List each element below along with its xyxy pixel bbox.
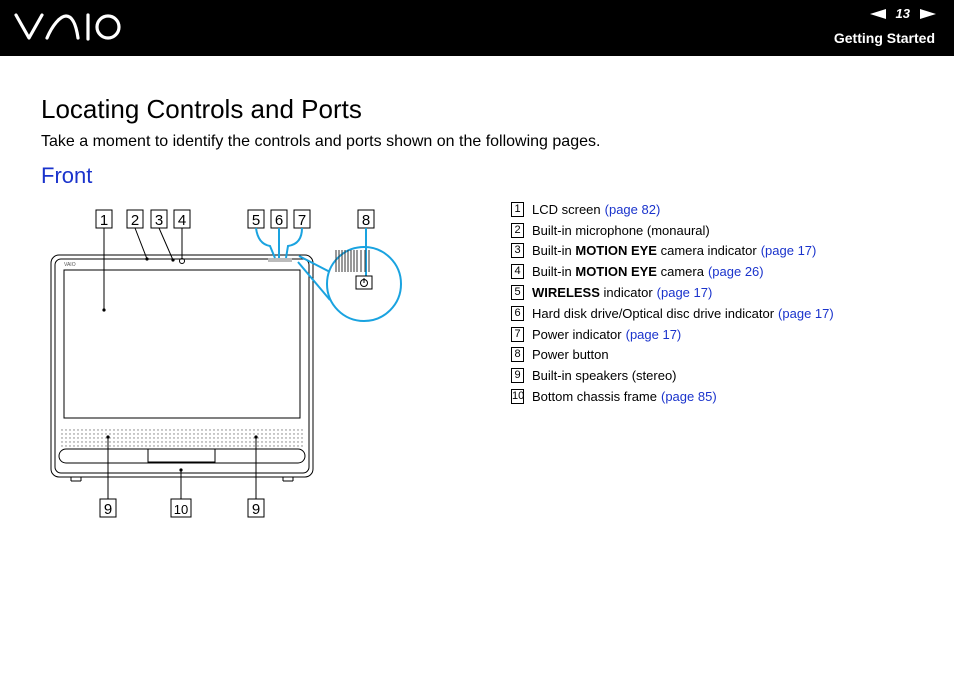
list-item xyxy=(511,324,834,345)
svg-text:10: 10 xyxy=(173,502,189,517)
page-title: Locating Controls and Ports xyxy=(41,94,362,124)
item-text: Power button xyxy=(532,347,609,363)
svg-text:7: 7 xyxy=(297,212,307,229)
list-item xyxy=(511,365,834,386)
callout-10 xyxy=(171,499,191,517)
svg-text:6: 6 xyxy=(274,212,284,229)
page-link[interactable]: (page 85) xyxy=(661,389,717,405)
callout-9-right xyxy=(248,499,264,518)
item-number-box: 6 xyxy=(511,306,524,321)
svg-text:8: 8 xyxy=(361,212,371,229)
item-number-box: 8 xyxy=(511,347,524,362)
list-item xyxy=(511,220,834,241)
page-link[interactable]: (page 82) xyxy=(604,201,661,217)
callout-9-left xyxy=(100,499,116,518)
item-text: Bottom chassis frame xyxy=(532,389,657,405)
item-bold-text: MOTION EYE xyxy=(575,243,657,259)
callout-2 xyxy=(127,210,143,229)
page-link[interactable]: (page 17) xyxy=(656,285,713,301)
svg-text:9: 9 xyxy=(103,501,113,518)
list-item xyxy=(511,199,834,220)
svg-text:5: 5 xyxy=(251,212,261,229)
svg-text:2: 2 xyxy=(130,212,140,229)
item-text: Built-in xyxy=(532,243,576,259)
item-text: Built-in xyxy=(532,264,576,280)
list-item xyxy=(511,303,834,324)
svg-text:VAIO: VAIO xyxy=(64,262,76,268)
item-text: Built-in microphone (monaural) xyxy=(532,222,710,238)
item-text: Hard disk drive/Optical disc drive indicator xyxy=(532,305,775,321)
intro-text: Take a moment to identify the controls and ports shown on the following pages. xyxy=(41,133,601,150)
item-text: LCD screen xyxy=(532,201,601,217)
item-number-box: 10 xyxy=(512,390,525,403)
list-item xyxy=(511,386,834,407)
item-number-box: 1 xyxy=(511,202,524,217)
item-number-box: 7 xyxy=(511,327,524,342)
callout-1 xyxy=(96,210,112,229)
item-number-box: 5 xyxy=(511,285,524,300)
callout-5 xyxy=(248,210,264,229)
page-link[interactable]: (page 17) xyxy=(760,243,817,259)
page-number: 13 xyxy=(895,6,910,21)
callout-8 xyxy=(358,210,374,229)
computer-front xyxy=(51,255,313,481)
section-name: Getting Started xyxy=(833,30,935,46)
list-item xyxy=(511,282,834,303)
item-number-box: 4 xyxy=(511,264,524,279)
item-text-suffix: camera xyxy=(656,264,704,280)
item-bold-text: WIRELESS xyxy=(532,285,600,301)
list-item xyxy=(511,345,834,366)
list-item xyxy=(511,261,834,282)
item-number-box: 3 xyxy=(511,243,524,258)
callout-3 xyxy=(151,210,167,229)
callout-7 xyxy=(294,210,310,229)
svg-text:3: 3 xyxy=(154,212,164,229)
svg-text:9: 9 xyxy=(251,501,261,518)
component-list xyxy=(511,199,834,407)
list-item xyxy=(511,241,834,262)
svg-text:4: 4 xyxy=(177,212,187,229)
item-bold-text: MOTION EYE xyxy=(575,264,657,280)
svg-text:1: 1 xyxy=(99,212,109,229)
item-text: Built-in speakers (stereo) xyxy=(532,368,677,384)
section-subtitle: Front xyxy=(41,163,93,188)
page-link[interactable]: (page 17) xyxy=(778,305,834,321)
item-number-box: 9 xyxy=(511,368,524,383)
page-link[interactable]: (page 26) xyxy=(707,264,764,280)
callout-6 xyxy=(271,210,287,229)
item-text: Power indicator xyxy=(532,326,622,342)
page-link[interactable]: (page 17) xyxy=(625,326,682,342)
item-text-suffix: camera indicator xyxy=(656,243,757,259)
item-number-box: 2 xyxy=(511,223,524,238)
item-text-suffix: indicator xyxy=(599,285,653,301)
callout-4 xyxy=(174,210,190,229)
